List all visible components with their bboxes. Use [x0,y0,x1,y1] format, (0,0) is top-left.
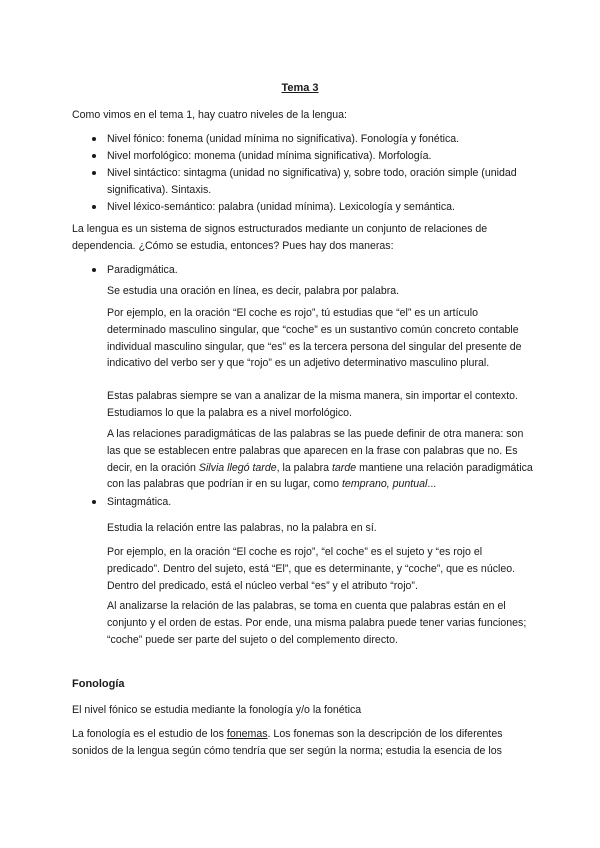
bullet-icon [92,268,96,272]
underlined-term: fonemas [226,728,268,740]
bullet-icon [92,500,96,504]
text-run: La fonología es el estudio de los [72,728,227,740]
paradigmatica-p4 [107,426,537,493]
list-item [92,165,532,199]
fonologia-p2 [72,726,534,760]
bullet-icon [92,137,96,141]
fonologia-p1: El nivel fónico se estudia mediante la fonología y/o la fonética [72,704,362,716]
list-item-paradigmatica [92,262,532,279]
list-item-text: Paradigmática. [107,264,178,276]
list-item-text: Nivel sintáctico: sintagma (unidad no significativa) y, sobre todo, oración simple (unidad significativa). Sintaxis. [107,167,517,196]
italic-run: temprano, puntual [341,478,428,491]
system-paragraph: La lengua es un sistema de signos estructurados mediante un conjunto de relaciones de dependencia. ¿Cómo se estudia, entonces? Pues hay dos maneras: [72,223,488,252]
list-item-text: Nivel léxico-semántico: palabra (unidad mínima). Lexicología y semántica. [107,201,455,213]
text-run: mantiene una relación paradigmática con las palabras que podrían ir en su lugar, como [107,461,533,491]
intro-paragraph: Como vimos en el tema 1, hay cuatro niveles de la lengua: [72,109,347,121]
page-title: Tema 3 [281,82,319,94]
sintagmatica-p2: Por ejemplo, en la oración “El coche es rojo”, “el coche” es el sujeto y “es rojo el predicado”. Dentro del sujeto, está “El”, que es determinante, y “coche”, que es núcleo. Dentro del predicado, está el núcleo verbal “es” y el atributo “rojo”. [107,546,516,592]
section-heading: Fonología [72,678,125,690]
text-run: . Los fonemas son la descripción de los diferentes sonidos de la lengua según cómo tendría que ser según la norma; estudia la esencia de los [72,728,503,757]
paradigmatica-p3: Estas palabras siempre se van a analizar de la misma manera, sin importar el contexto. Estudiamos lo que la palabra es a nivel morfológico. [107,390,518,419]
list-item [92,131,532,148]
sintagmatica-p3: Al analizarse la relación de las palabras, se toma en cuenta que palabras están en el conjunto y el orden de estas. Por ende, una misma palabra puede tener varias funciones; “coche” puede ser parte del sujeto o del complemento directo. [107,600,527,646]
paradigmatica-p2: Por ejemplo, en la oración “El coche es rojo”, tú estudias que “el” es un artículo determinado masculino singular, que “coche” es un sustantivo común concreto contable individual masculino singular, que “es” es la tercera persona del singular del presente de indicativo del verbo ser y que “rojo” es un adjetivo determinativo masculino plural. [107,307,522,370]
text-run: A las relaciones paradigmáticas de las palabras se las puede definir de otra manera: son las que se establecen entre palabras que aparecen en la frase con palabras que no. Es decir, en la oración [107,428,524,474]
list-item-text: Sintagmática. [107,496,172,508]
list-item [92,199,532,216]
text-run: ... [427,478,437,491]
bullet-icon [92,154,96,158]
list-item [92,148,532,165]
sintagmatica-p1: Estudia la relación entre las palabras, no la palabra en sí. [107,522,377,534]
bullet-icon [92,171,96,175]
list-item-sintagmatica [92,494,532,511]
italic-run: Silvia llegó tarde [198,461,277,474]
paradigmatica-p1: Se estudia una oración en línea, es decir, palabra por palabra. [107,285,400,297]
list-item-text: Nivel fónico: fonema (unidad mínima no significativa). Fonología y fonética. [107,133,460,145]
list-item-text: Nivel morfológico: monema (unidad mínima significativa). Morfología. [107,150,432,162]
bullet-icon [92,205,96,209]
text-run: , la palabra [276,461,332,474]
italic-run: tarde [331,461,357,474]
